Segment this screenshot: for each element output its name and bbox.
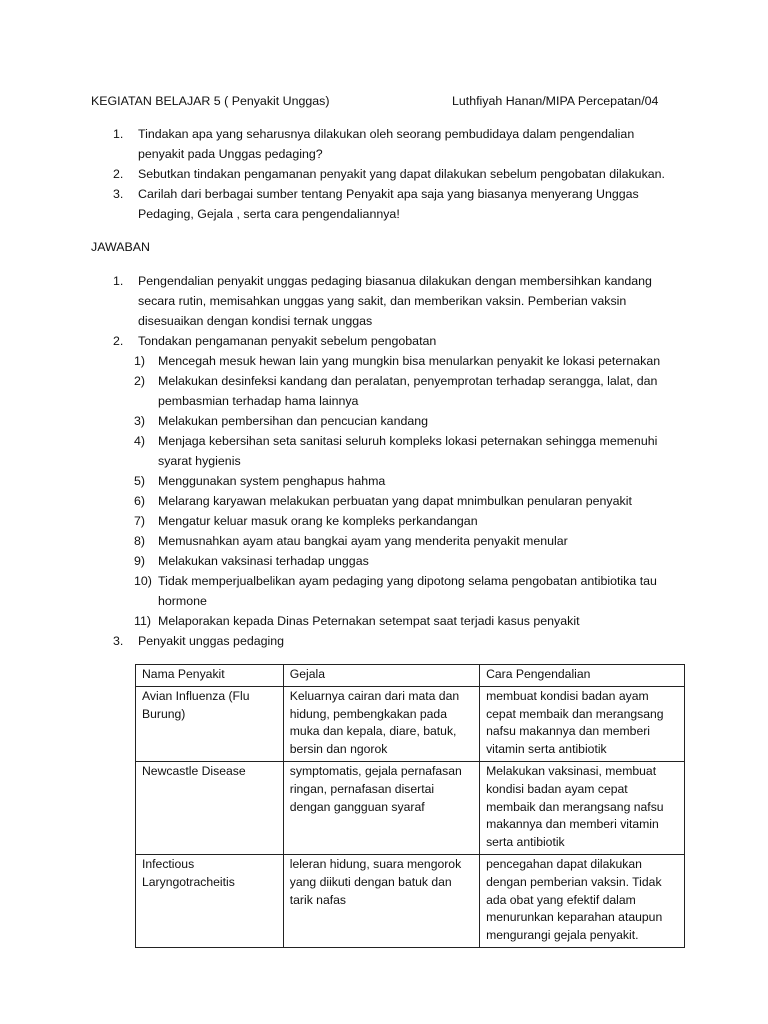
cell-line: membaik dan merangsang nafsu — [486, 799, 664, 814]
cell-line: vitamin serta antibiotik — [486, 742, 607, 757]
disease-table — [135, 664, 685, 948]
question-number: 2. — [113, 167, 124, 181]
sub-item-line: hormone — [158, 594, 207, 608]
header-author: Luthfiyah Hanan/MIPA Percepatan/04 — [452, 94, 659, 108]
cell-line: muka dan kepala, diare, batuk, — [289, 724, 457, 739]
sub-item-number: 11) — [134, 614, 151, 628]
cell-line: Infectious — [142, 856, 195, 871]
cell-line: serta antibiotik — [486, 835, 565, 850]
question-number: 1. — [113, 127, 124, 141]
column-header-cara-pengendalian: Cara Pengendalian — [480, 665, 685, 687]
cell-line: symptomatis, gejala pernafasan — [289, 763, 462, 778]
question-line: penyakit pada Unggas pedaging? — [138, 147, 323, 161]
cell-line: Avian Influenza (Flu — [142, 688, 250, 703]
answer-number: 3. — [113, 634, 124, 648]
sub-item-line: Tidak memperjualbelikan ayam pedaging yang dipotong selama pengobatan antibiotika tau — [158, 574, 657, 588]
cell-line: Keluarnya cairan dari mata dan — [289, 688, 460, 703]
sub-item-number: 7) — [134, 514, 146, 528]
sub-item-line: Melakukan desinfeksi kandang dan peralatan, penyemprotan terhadap serangga, lalat, dan — [158, 374, 658, 388]
question-line: Pedaging, Gejala , serta cara pengendaliannya! — [138, 207, 400, 221]
sub-item-line: Melaporakan kepada Dinas Peternakan setempat saat terjadi kasus penyakit — [158, 614, 580, 628]
sub-item-line: Memusnahkan ayam atau bangkai ayam yang menderita penyakit menular — [158, 534, 568, 548]
table-row — [136, 761, 685, 854]
sub-item-line: Melarang karyawan melakukan perbuatan yang dapat mnimbulkan penularan penyakit — [158, 494, 632, 508]
sub-item-line: Menjaga kebersihan seta sanitasi seluruh kompleks lokasi peternakan sehingga memenuhi — [158, 434, 658, 448]
column-header-gejala: Gejala — [283, 665, 479, 687]
sub-item-number: 6) — [134, 494, 146, 508]
cell-line: Burung) — [142, 706, 186, 721]
cell-line: cepat membaik dan merangsang — [486, 706, 664, 721]
cell-line: membuat kondisi badan ayam — [486, 688, 649, 703]
cell-line: dengan pemberian vaksin. Tidak — [486, 874, 662, 889]
cell-line: hidung, pembengkakan pada — [289, 706, 447, 721]
cell-line: Laryngotracheitis — [142, 874, 235, 889]
sub-item-number: 10) — [134, 574, 152, 588]
cell-line: ringan, pernafasan disertai — [289, 781, 435, 796]
cell-line: ada obat yang efektif dalam — [486, 892, 636, 907]
sub-item-number: 4) — [134, 434, 146, 448]
cell-line: mengurangi gejala penyakit. — [486, 928, 639, 943]
table-cell — [480, 854, 685, 947]
cell-line: kondisi badan ayam cepat — [486, 781, 628, 796]
cell-line: makannya dan memberi vitamin — [486, 817, 659, 832]
cell-line: tarik nafas — [289, 892, 346, 907]
table-cell — [136, 854, 284, 947]
table-cell — [480, 761, 685, 854]
cell-line: Melakukan vaksinasi, membuat — [486, 763, 657, 778]
sub-item-number: 9) — [134, 554, 146, 568]
answer-title: Tondakan pengamanan penyakit sebelum pengobatan — [138, 334, 437, 348]
answer-title: Penyakit unggas pedaging — [138, 634, 285, 648]
sub-item-line: syarat hygienis — [158, 454, 241, 468]
cell-line: yang diikuti dengan batuk dan — [289, 874, 452, 889]
sub-item-line: Menggunakan system penghapus hahma — [158, 474, 386, 488]
sub-item-line: Mengatur keluar masuk orang ke kompleks perkandangan — [158, 514, 478, 528]
cell-line: leleran hidung, suara mengorok — [289, 856, 462, 871]
header-title: KEGIATAN BELAJAR 5 ( Penyakit Unggas) — [91, 94, 330, 108]
sub-item-line: Melakukan pembersihan dan pencucian kandang — [158, 414, 429, 428]
sub-item-number: 1) — [134, 354, 146, 368]
sub-item-number: 5) — [134, 474, 146, 488]
answer-line: secara rutin, memisahkan unggas yang sakit, dan memberikan vaksin. Pemberian vaksin — [138, 294, 627, 308]
cell-line: pencegahan dapat dilakukan — [486, 856, 642, 871]
answer-number: 1. — [113, 274, 124, 288]
cell-line: Newcastle Disease — [142, 763, 246, 778]
table-row — [136, 854, 685, 947]
question-number: 3. — [113, 187, 124, 201]
jawaban-heading: JAWABAN — [91, 240, 150, 254]
question-line: Tindakan apa yang seharusnya dilakukan oleh seorang pembudidaya dalam pengendalian — [138, 127, 635, 141]
answer-number: 2. — [113, 334, 124, 348]
sub-item-number: 8) — [134, 534, 146, 548]
sub-item-line: pembasmian terhadap hama lainnya — [158, 394, 359, 408]
column-header-nama-penyakit: Nama Penyakit — [136, 665, 284, 687]
table-cell — [283, 854, 479, 947]
table-row — [136, 686, 685, 761]
cell-line: nafsu makannya dan memberi — [486, 724, 651, 739]
question-line: Sebutkan tindakan pengamanan penyakit yang dapat dilakukan sebelum pengobatan dilakukan. — [138, 167, 665, 181]
table-cell — [136, 761, 284, 854]
answer-line: Pengendalian penyakit unggas pedaging biasanua dilakukan dengan membersihkan kandang — [138, 274, 652, 288]
question-line: Carilah dari berbagai sumber tentang Penyakit apa saja yang biasanya menyerang Unggas — [138, 187, 639, 201]
sub-item-number: 3) — [134, 414, 146, 428]
table-cell — [136, 686, 284, 761]
cell-line: bersin dan ngorok — [289, 742, 388, 757]
table-header-row — [136, 665, 685, 687]
table-cell — [283, 761, 479, 854]
table-cell — [283, 686, 479, 761]
cell-line: menurunkan keparahan ataupun — [486, 910, 663, 925]
sub-item-line: Mencegah mesuk hewan lain yang mungkin bisa menularkan penyakit ke lokasi peternakan — [158, 354, 661, 368]
sub-item-line: Melakukan vaksinasi terhadap unggas — [158, 554, 369, 568]
sub-item-number: 2) — [134, 374, 146, 388]
cell-line: dengan gangguan syaraf — [289, 799, 425, 814]
table-cell — [480, 686, 685, 761]
answer-line: disesuaikan dengan kondisi ternak unggas — [138, 314, 373, 328]
